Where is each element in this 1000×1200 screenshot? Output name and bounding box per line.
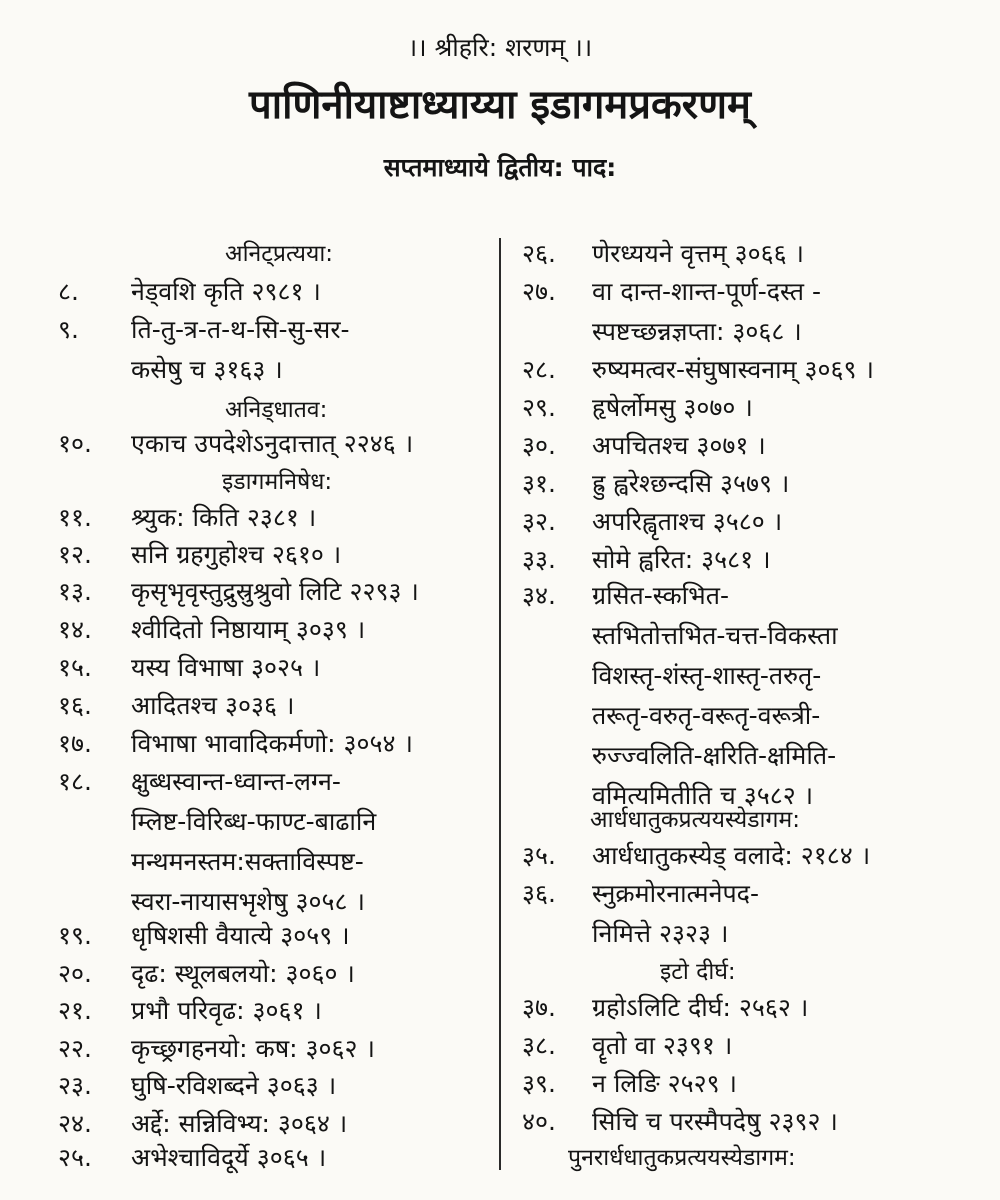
rule-text-line: ह्रु ह्वरेश्छन्दसि ३५७९ । [592,469,790,498]
rule-number: १२. [58,540,92,569]
rule-text-line: न लिङि २५२९ । [592,1069,738,1098]
rule-item [58,726,498,766]
rule-text-line: णेरध्ययने वृत्तम् ३०६६ । [592,239,805,268]
rule-item [522,390,962,430]
rule-number: ३५. [522,841,556,870]
page-title: पाणिनीयाष्टाध्याय्या इडागमप्रकरणम् [249,82,751,128]
rule-number: २४. [58,1109,92,1138]
rule-text-line: मन्थमनस्तम:सक्ताविस्पष्ट- [131,847,364,876]
rule-item [58,764,498,924]
rule-number: ३७. [522,993,556,1022]
rule-item [522,990,962,1030]
rule-text-line: ति-तु-त्र-त-थ-सि-सु-सर- [131,315,350,344]
rule-item [522,504,962,544]
rule-text-line: वा दान्त-शान्त-पूर्ण-दस्त - [592,277,822,306]
rule-text-line: अर्द्दे: सन्निविभ्य: ३०६४ । [131,1109,348,1138]
rule-text-line: आर्धधातुकस्येड् वलादे: २१८४ । [592,841,871,870]
rule-text-line: विशस्तृ-शंस्तृ-शास्तृ-तरुतृ- [592,661,822,690]
rule-item [522,1066,962,1106]
rule-item [58,1140,498,1180]
rule-number: १४. [58,615,92,644]
rule-item [522,352,962,392]
rule-text-line: सिचि च परस्मैपदेषु २३९२ । [592,1107,838,1136]
rule-text-line: नेड्वशि कृति २९८१ । [131,277,321,306]
rule-item [522,1028,962,1068]
rule-number: २३. [58,1071,92,1100]
rule-item [58,918,498,958]
rule-text-line: स्नुक्रमोरनात्मनेपद- [592,879,759,908]
rule-item [58,1068,498,1108]
rule-text-line: विभाषा भावादिकर्मणो: ३०५४ । [131,729,413,758]
rule-number: १९. [58,921,92,950]
rule-number: ३२. [522,507,556,536]
rule-text-line: वॄतो वा २३९१ । [592,1031,733,1060]
rule-number: १३. [58,577,92,606]
rule-item [58,956,498,996]
rule-text-line: एकाच उपदेशेऽनुदात्तात् २२४६ । [131,429,414,458]
rule-text-line: स्वरा-नायासभृशेषु ३०५८ । [131,887,365,916]
rule-text-line: वमित्यमितीति च ३५८२ । [592,781,814,810]
rule-text-line: हृषेर्लोमसु ३०७० । [592,393,753,422]
rule-item [58,612,498,652]
rule-item [58,426,498,466]
rule-item [522,466,962,506]
rule-number: २०. [58,959,92,988]
rule-item [522,1104,962,1144]
rule-item [522,838,962,878]
rule-text-line: ग्रसित-स्कभित- [592,581,729,610]
rule-number: २७. [522,277,556,306]
rule-number: ३०. [522,431,556,460]
rule-text-line: सोमे ह्वरित: ३५८१ । [592,545,771,574]
rule-item [522,274,962,354]
rule-text-line: अपरिह्वृताश्च ३५८० । [592,507,783,536]
rule-number: ३४. [522,581,556,610]
rule-item [58,688,498,728]
rule-text-line: क्षुब्धस्वान्त-ध्वान्त-लग्न- [131,767,341,796]
section-heading: अनिड्धातव: [225,397,328,423]
rule-number: ११. [58,503,92,532]
rule-number: ४०. [522,1107,556,1136]
rule-number: १८. [58,767,92,796]
rule-item [522,876,962,956]
rule-item [58,274,498,314]
rule-number: ९. [58,315,79,344]
rule-text-line: अपचितश्च ३०७१ । [592,431,766,460]
rule-item [58,537,498,577]
rule-text-line: ग्रहोऽलिटि दीर्घ: २५६२ । [592,993,809,1022]
rule-number: २५. [58,1143,92,1172]
section-heading: पुनरार्धधातुकप्रत्ययस्येडागम: [568,1145,796,1171]
rule-text-line: श्वीदितो निष्ठायाम् ३०३९ । [131,615,366,644]
rule-number: २८. [522,355,556,384]
rule-text-line: कसेषु च ३१६३ । [131,355,283,384]
section-heading: आर्धधातुकप्रत्ययस्येडागम: [590,807,800,833]
rule-text-line: अभेश्चाविदूर्ये ३०६५ । [131,1143,327,1172]
rule-item [522,428,962,468]
rule-text-line: स्तभितोत्तभित-चत्त-विकस्ता [592,621,838,650]
rule-number: ८. [58,277,79,306]
rule-text-line: दृढ: स्थूलबलयो: ३०६० । [131,959,355,988]
rule-item [58,500,498,540]
rule-number: २९. [522,393,556,422]
rule-number: १०. [58,429,92,458]
rule-text-line: म्लिष्ट-विरिब्ध-फाण्ट-बाढानि [131,807,377,836]
rule-text-line: प्रभौ परिवृढ: ३०६१ । [131,996,322,1025]
rule-number: ३६. [522,879,556,908]
rule-text-line: आदितश्च ३०३६ । [131,691,295,720]
rule-text-line: यस्य विभाषा ३०२५ । [131,653,321,682]
rule-item [58,650,498,690]
rule-item [58,574,498,614]
section-heading: इडागमनिषेध: [222,469,333,495]
rule-text-line: धृषिशसी वैयात्ये ३०५९ । [131,921,350,950]
rule-text-line: स्पष्टच्छन्नज्ञप्ता: ३०६८ । [592,317,802,346]
rule-number: ३८. [522,1031,556,1060]
rule-text-line: कृसृभृवृस्तुद्रुस्रुश्रुवो लिटि २२९३ । [131,577,419,606]
rule-number: ३१. [522,469,556,498]
section-heading: अनिट्प्रत्यया: [225,241,334,267]
rule-number: २६. [522,239,556,268]
rule-text-line: तरूतृ-वरुतृ-वरूतृ-वरूत्री- [592,701,821,730]
rule-number: १७. [58,729,92,758]
rule-number: ३९. [522,1069,556,1098]
rule-item [522,578,962,818]
rule-number: १६. [58,691,92,720]
rule-item [58,1031,498,1071]
rule-text-line: रुज्ज्वलिति-क्षरिति-क्षमिति- [592,741,837,770]
rule-text-line: श्र्युक: किति २३८१ । [131,503,317,532]
rule-text-line: निमित्ते २३२३ । [592,919,729,948]
page-subtitle: सप्तमाध्याये द्वितीय: पाद: [383,153,617,182]
rule-text-line: सनि ग्रहगुहोश्च २६१० । [131,540,342,569]
rule-text-line: घुषि-रविशब्दने ३०६३ । [131,1071,337,1100]
rule-text-line: रुष्यमत्वर-संघुषास्वनाम् ३०६९ । [592,355,874,384]
rule-item [58,993,498,1033]
invocation: ।। श्रीहरि: शरणम् ।। [407,33,593,62]
rule-number: १५. [58,653,92,682]
rule-item [522,542,962,582]
rule-item [58,312,498,392]
rule-number: २२. [58,1034,92,1063]
rule-item [522,236,962,276]
section-heading: इटो दीर्घ: [660,959,736,985]
rule-number: ३३. [522,545,556,574]
rule-number: २१. [58,996,92,1025]
rule-text-line: कृच्छ्रगहनयो: कष: ३०६२ । [131,1034,375,1063]
column-divider [499,238,501,1170]
